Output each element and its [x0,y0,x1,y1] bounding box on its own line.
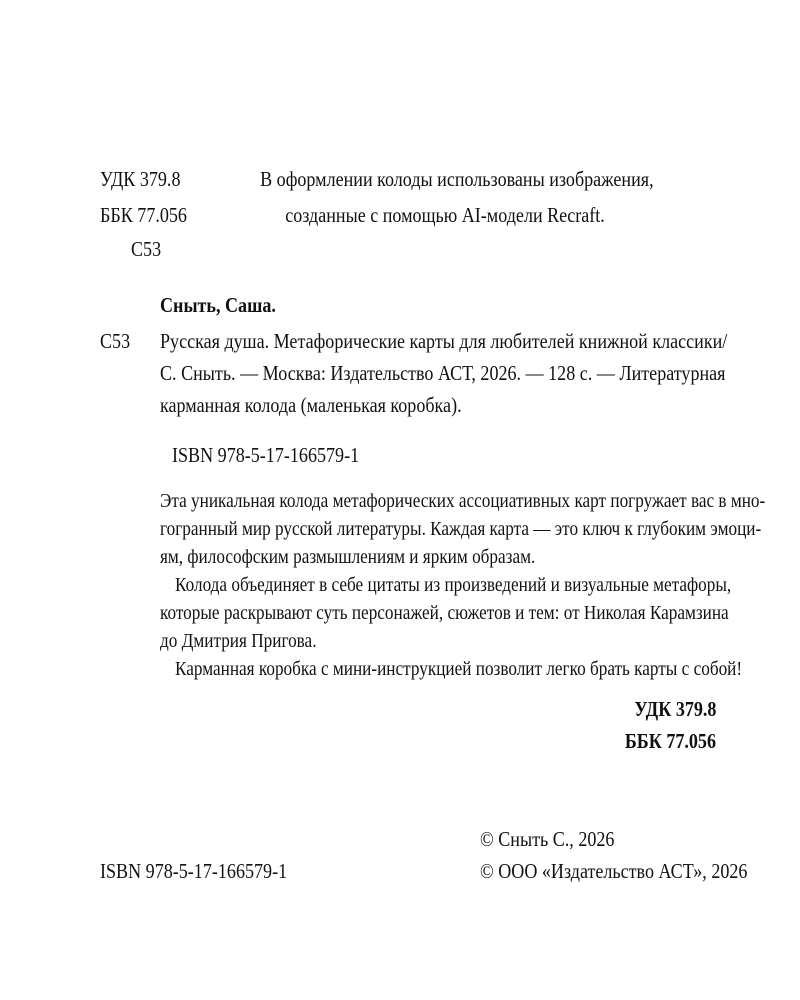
copyright-author: © Сныть С., 2026 [480,827,615,851]
catalog-author-sign: С53 [100,329,131,353]
notice-line-2: созданные с помощью AI-модели Recraft. [285,203,605,227]
annotation-line: гогранный мир русской литературы. Каждая карта — это ключ к глубоким эмоци- [160,518,762,540]
annotation-line: Карманная коробка с мини-инструкцией позволит легко брать карты с собой! [175,658,743,680]
catalog-description-line: карманная колода (маленькая коробка). [160,393,462,417]
catalog-isbn: ISBN 978-5-17-166579-1 [172,443,360,467]
footer-udk-code: УДК 379.8 [633,697,716,721]
copyright-publisher: © ООО «Издательство АСТ», 2026 [480,859,748,883]
catalog-author: Сныть, Саша. [160,293,276,317]
footer-bbk-code: ББК 77.056 [624,729,716,753]
catalog-description-line: С. Сныть. — Москва: Издательство АСТ, 2026. — 128 с. — Литературная [160,361,726,385]
udk-code: УДК 379.8 [100,167,181,191]
bbk-code: ББК 77.056 [100,203,187,227]
annotation-line: которые раскрывают суть персонажей, сюжетов и тем: от Николая Карамзина [160,602,729,624]
annotation-line: ям, философским размышлениям и ярким образам. [160,546,536,568]
notice-line-1: В оформлении колоды использованы изображения, [260,167,654,191]
catalog-description-line: Русская душа. Метафорические карты для любителей книжной классики/ [160,329,728,353]
bottom-isbn: ISBN 978-5-17-166579-1 [100,859,288,883]
author-sign: С53 [131,237,162,261]
annotation-line: до Дмитрия Пригова. [160,630,317,652]
annotation-line: Колода объединяет в себе цитаты из произведений и визуальные метафоры, [175,574,732,596]
annotation-line: Эта уникальная колода метафорических ассоциативных карт погружает вас в мно- [160,490,766,512]
